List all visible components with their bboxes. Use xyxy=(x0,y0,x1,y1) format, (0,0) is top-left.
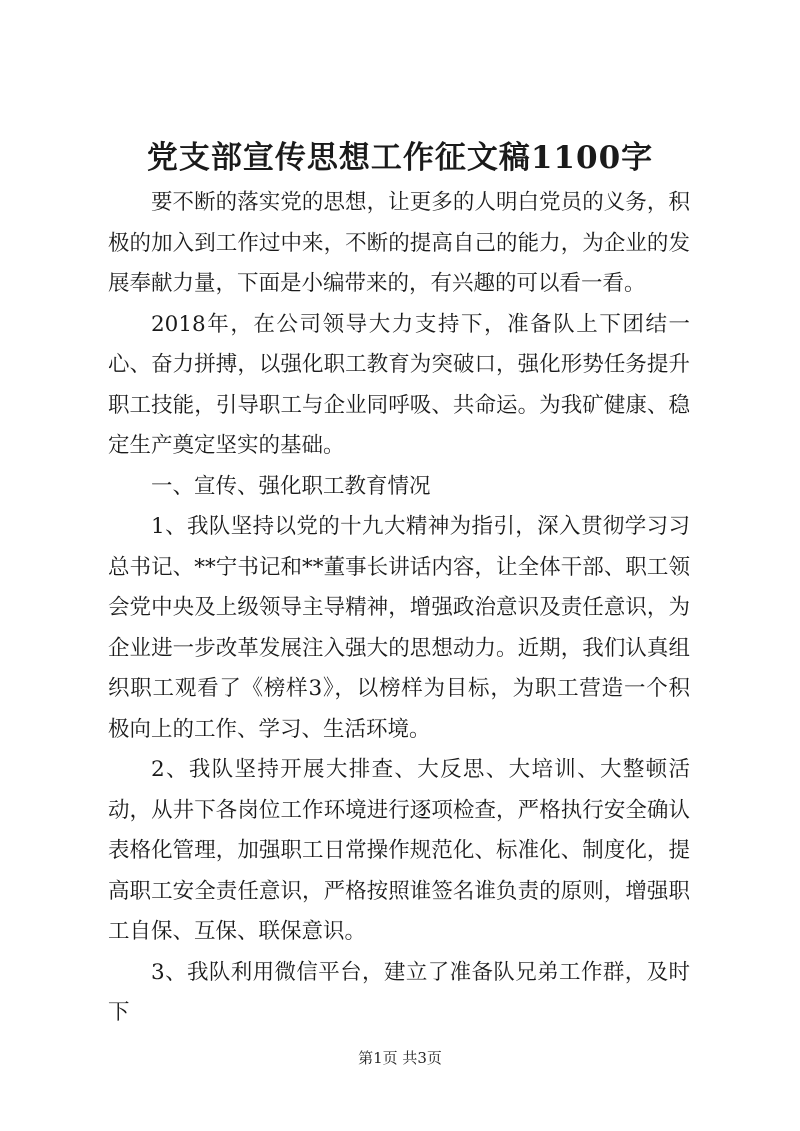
page-number: 第1页 共3页 xyxy=(358,1049,442,1067)
paragraph-item-2: 2、我队坚持开展大排查、大反思、大培训、大整顿活动，从井下各岗位工作环境进行逐项检查，严格执行安全确认表格化管理，加强职工日常操作规范化、标准化、制度化，提高职工安全责任意识，严格按照谁签名谁负责的原则，增强职工自保、互保、联保意识。 xyxy=(108,757,690,944)
document-body xyxy=(108,183,690,1034)
paragraph-intro: 要不断的落实党的思想，让更多的人明白党员的义务，积极的加入到工作过中来，不断的提高自己的能力，为企业的发展奉献力量，下面是小编带来的，有兴趣的可以看一看。 xyxy=(108,190,690,296)
paragraph-item-3: 3、我队利用微信平台，建立了准备队兄弟工作群，及时下 xyxy=(108,959,690,1025)
paragraph-item-1: 1、我队坚持以党的十九大精神为指引，深入贯彻学习习总书记、**宁书记和**董事长讲话内容，让全体干部、职工领会党中央及上级领导主导精神，增强政治意识及责任意识，为企业进一步改革发展注入强大的思想动力。近期，我们认真组织职工观看了《榜样3》，以榜样为目标，为职工营造一个积极向上的工作、学习、生活环境。 xyxy=(108,514,690,742)
document-title: 党支部宣传思想工作征文稿1100字 xyxy=(146,140,654,176)
section-heading-1: 一、宣传、强化职工教育情况 xyxy=(151,473,431,499)
paragraph-2018-summary: 2018年，在公司领导大力支持下，准备队上下团结一心、奋力拼搏，以强化职工教育为突破口，强化形势任务提升职工技能，引导职工与企业同呼吸、共命运。为我矿健康、稳定生产奠定坚实的基础。 xyxy=(108,311,690,458)
